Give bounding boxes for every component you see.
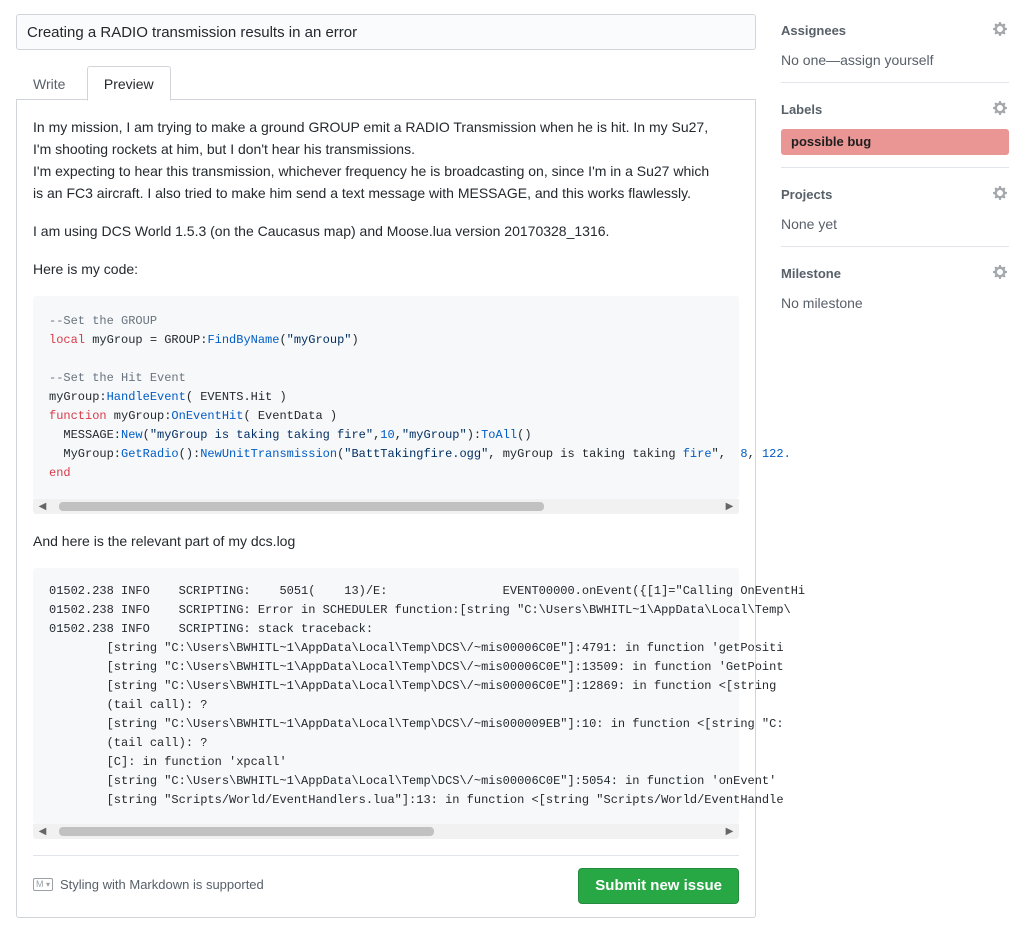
- preview-paragraph-3: Here is my code:: [33, 261, 139, 277]
- preview-paragraph-2: I am using DCS World 1.5.3 (on the Caucasus map) and Moose.lua version 20170328_1316.: [33, 223, 610, 239]
- gear-icon[interactable]: [993, 21, 1009, 37]
- preview-paragraph-1-line-4: is an FC3 aircraft. I also tried to make him send a text message with MESSAGE, and this works flawlessly.: [33, 185, 691, 201]
- log-scroll-thumb[interactable]: [59, 827, 434, 836]
- gear-icon[interactable]: [993, 185, 1009, 201]
- code-line-1: --Set the GROUP: [49, 314, 158, 328]
- gear-icon[interactable]: [993, 264, 1009, 280]
- assignees-empty-text[interactable]: No one—assign yourself: [781, 52, 934, 68]
- code-horizontal-scrollbar[interactable]: [33, 499, 739, 514]
- sidebar-section-labels: [781, 95, 1009, 168]
- log-line-6: [string "C:\Users\BWHITL~1\AppData\Local\Temp\DCS\/~mis00006C0E"]:12869: in function <[string: [49, 679, 784, 693]
- preview-paragraph-1: [33, 116, 739, 204]
- code-line-8: MyGroup:GetRadio():NewUnitTransmission("BattTakingfire.ogg", myGroup is taking taking fire", 8, 122.: [49, 447, 791, 461]
- preview-paragraph-4: And here is the relevant part of my dcs.log: [33, 533, 296, 549]
- code-line-5: myGroup:HandleEvent( EVENTS.Hit ): [49, 390, 287, 404]
- preview-paragraph-1-line-3: I'm expecting to hear this transmission, whichever frequency he is broadcasting on, since I'm in a Su27 which: [33, 163, 710, 179]
- submit-new-issue-button[interactable]: Submit new issue: [578, 868, 739, 904]
- preview-paragraph-1-line-2: I'm shooting rockets at him, but I don't hear his transmissions.: [33, 141, 415, 157]
- log-line-5: [string "C:\Users\BWHITL~1\AppData\Local\Temp\DCS\/~mis00006C0E"]:13509: in function 'GetPoint: [49, 660, 784, 674]
- code-scroll-thumb[interactable]: [59, 502, 544, 511]
- milestone-title: Milestone: [781, 266, 841, 281]
- log-scroll-right-arrow-icon[interactable]: ▶: [725, 826, 734, 837]
- code-line-2: local myGroup = GROUP:FindByName("myGroup"): [49, 333, 359, 347]
- code-line-4: --Set the Hit Event: [49, 371, 186, 385]
- label-chip-possible-bug[interactable]: possible bug: [781, 129, 1009, 155]
- issue-sidebar: [781, 16, 1009, 337]
- code-line-7: MESSAGE:New("myGroup is taking taking fire",10,"myGroup"):ToAll(): [49, 428, 532, 442]
- log-scroll-left-arrow-icon[interactable]: ◀: [38, 826, 47, 837]
- milestone-empty-text: No milestone: [781, 295, 863, 311]
- markdown-support-note: [33, 877, 264, 892]
- log-line-7: (tail call): ?: [49, 698, 208, 712]
- log-line-3: 01502.238 INFO SCRIPTING: stack traceback:: [49, 622, 374, 636]
- log-line-2: 01502.238 INFO SCRIPTING: Error in SCHEDULER function:[string "C:\Users\BWHITL~1\AppData\Local\Temp\: [49, 603, 791, 617]
- issue-title-input[interactable]: Creating a RADIO transmission results in an error: [16, 14, 756, 50]
- gear-icon[interactable]: [993, 100, 1009, 116]
- log-line-4: [string "C:\Users\BWHITL~1\AppData\Local\Temp\DCS\/~mis00006C0E"]:4791: in function 'getPositi: [49, 641, 784, 655]
- sidebar-section-milestone: [781, 259, 1009, 325]
- log-line-12: [string "Scripts/World/EventHandlers.lua"]:13: in function <[string "Scripts/World/EventHandle: [49, 793, 784, 807]
- projects-title: Projects: [781, 187, 833, 202]
- log-line-8: [string "C:\Users\BWHITL~1\AppData\Local\Temp\DCS\/~mis000009EB"]:10: in function <[string "C:: [49, 717, 784, 731]
- assignees-title: Assignees: [781, 23, 847, 38]
- form-footer: [33, 855, 739, 917]
- sidebar-section-assignees: [781, 16, 1009, 83]
- lua-code-block: [33, 296, 791, 499]
- log-line-9: (tail call): ?: [49, 736, 208, 750]
- tab-preview[interactable]: Preview: [87, 66, 171, 101]
- markdown-note-label: Styling with Markdown is supported: [60, 877, 264, 892]
- editor-tabs: [16, 65, 756, 100]
- scroll-right-arrow-icon[interactable]: ▶: [725, 501, 734, 512]
- code-line-9: end: [49, 466, 71, 480]
- code-line-6: function myGroup:OnEventHit( EventData ): [49, 409, 338, 423]
- log-line-10: [C]: in function 'xpcall': [49, 755, 287, 769]
- tab-write[interactable]: Write: [33, 76, 66, 92]
- scroll-left-arrow-icon[interactable]: ◀: [38, 501, 47, 512]
- dcs-log-block: [33, 568, 806, 824]
- projects-empty-text: None yet: [781, 216, 838, 232]
- labels-title: Labels: [781, 102, 823, 117]
- log-block-wrapper: [33, 568, 806, 839]
- log-horizontal-scrollbar[interactable]: [33, 824, 739, 839]
- log-line-1: 01502.238 INFO SCRIPTING: 5051( 13)/E: EVENT00000.onEvent({[1]="Calling OnEventHi: [49, 584, 806, 598]
- code-block-wrapper: [33, 296, 791, 514]
- log-line-11: [string "C:\Users\BWHITL~1\AppData\Local\Temp\DCS\/~mis00006C0E"]:5054: in function 'onEvent': [49, 774, 777, 788]
- preview-paragraph-1-line-1: In my mission, I am trying to make a ground GROUP emit a RADIO Transmission when he is hit. In my Su27,: [33, 119, 709, 135]
- markdown-icon: [33, 878, 53, 891]
- sidebar-section-projects: [781, 180, 1009, 247]
